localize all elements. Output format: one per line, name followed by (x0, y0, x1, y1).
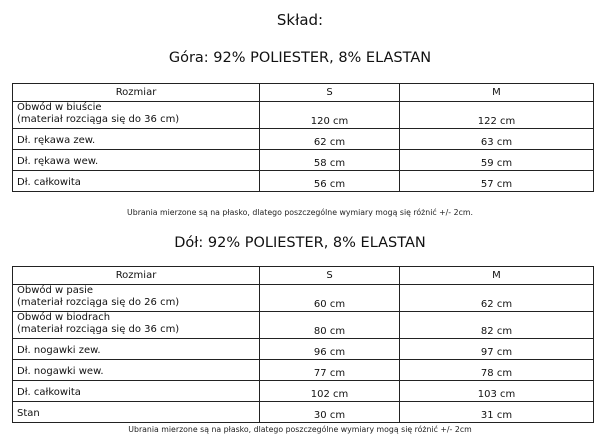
row-label: Dł. nogawki zew. (13, 339, 260, 360)
table-row (13, 285, 594, 312)
value-s: 30 cm (260, 402, 400, 423)
value-m: 63 cm (400, 129, 594, 150)
value-s: 80 cm (260, 312, 400, 339)
top-size-table (12, 83, 594, 192)
row-label: Dł. całkowita (13, 171, 260, 192)
table-row (13, 150, 594, 171)
table-row (13, 360, 594, 381)
table-row (13, 381, 594, 402)
row-label: Stan (13, 402, 260, 423)
value-m: 31 cm (400, 402, 594, 423)
header-s: S (260, 84, 400, 102)
row-label (13, 285, 260, 312)
row-label-main: Obwód w pasie (17, 285, 94, 296)
row-label (13, 312, 260, 339)
header-s: S (260, 267, 400, 285)
value-s: 58 cm (260, 150, 400, 171)
bottom-size-table (12, 266, 594, 423)
table-row (13, 312, 594, 339)
row-label-sub: (materiał rozciąga się do 36 cm) (17, 114, 180, 125)
value-m: 62 cm (400, 285, 594, 312)
table-row (13, 129, 594, 150)
value-s: 102 cm (260, 381, 400, 402)
row-label: Dł. rękawa zew. (13, 129, 260, 150)
value-s: 120 cm (260, 102, 400, 129)
value-m: 103 cm (400, 381, 594, 402)
header-m: M (400, 267, 594, 285)
row-label (13, 102, 260, 129)
page-heading: Skład: (276, 11, 324, 29)
value-m: 78 cm (400, 360, 594, 381)
row-label: Dł. nogawki wew. (13, 360, 260, 381)
table-row (13, 102, 594, 129)
value-s: 60 cm (260, 285, 400, 312)
row-label-main: Obwód w biuście (17, 102, 102, 113)
table-header-row (13, 84, 594, 102)
header-m: M (400, 84, 594, 102)
row-label-sub: (materiał rozciąga się do 26 cm) (17, 297, 180, 308)
table-row (13, 339, 594, 360)
row-label: Dł. całkowita (13, 381, 260, 402)
value-m: 59 cm (400, 150, 594, 171)
top-section-title: Góra: 92% POLIESTER, 8% ELASTAN (168, 50, 432, 66)
header-size: Rozmiar (13, 84, 260, 102)
header-size: Rozmiar (13, 267, 260, 285)
table-row (13, 402, 594, 423)
value-s: 96 cm (260, 339, 400, 360)
table-header-row (13, 267, 594, 285)
value-s: 77 cm (260, 360, 400, 381)
value-s: 56 cm (260, 171, 400, 192)
bottom-section-title: Dół: 92% POLIESTER, 8% ELASTAN (174, 235, 426, 251)
table-row (13, 171, 594, 192)
top-measure-note: Ubrania mierzone są na płasko, dlatego poszczególne wymiary mogą się różnić +/- 2cm. (127, 208, 473, 217)
bottom-measure-note: Ubrania mierzone są na płasko, dlatego poszczególne wymiary mogą się różnić +/- 2cm (128, 425, 472, 434)
value-m: 82 cm (400, 312, 594, 339)
value-m: 97 cm (400, 339, 594, 360)
value-m: 122 cm (400, 102, 594, 129)
row-label-sub: (materiał rozciąga się do 36 cm) (17, 324, 180, 335)
row-label: Dł. rękawa wew. (13, 150, 260, 171)
row-label-main: Obwód w biodrach (17, 312, 111, 323)
value-m: 57 cm (400, 171, 594, 192)
value-s: 62 cm (260, 129, 400, 150)
